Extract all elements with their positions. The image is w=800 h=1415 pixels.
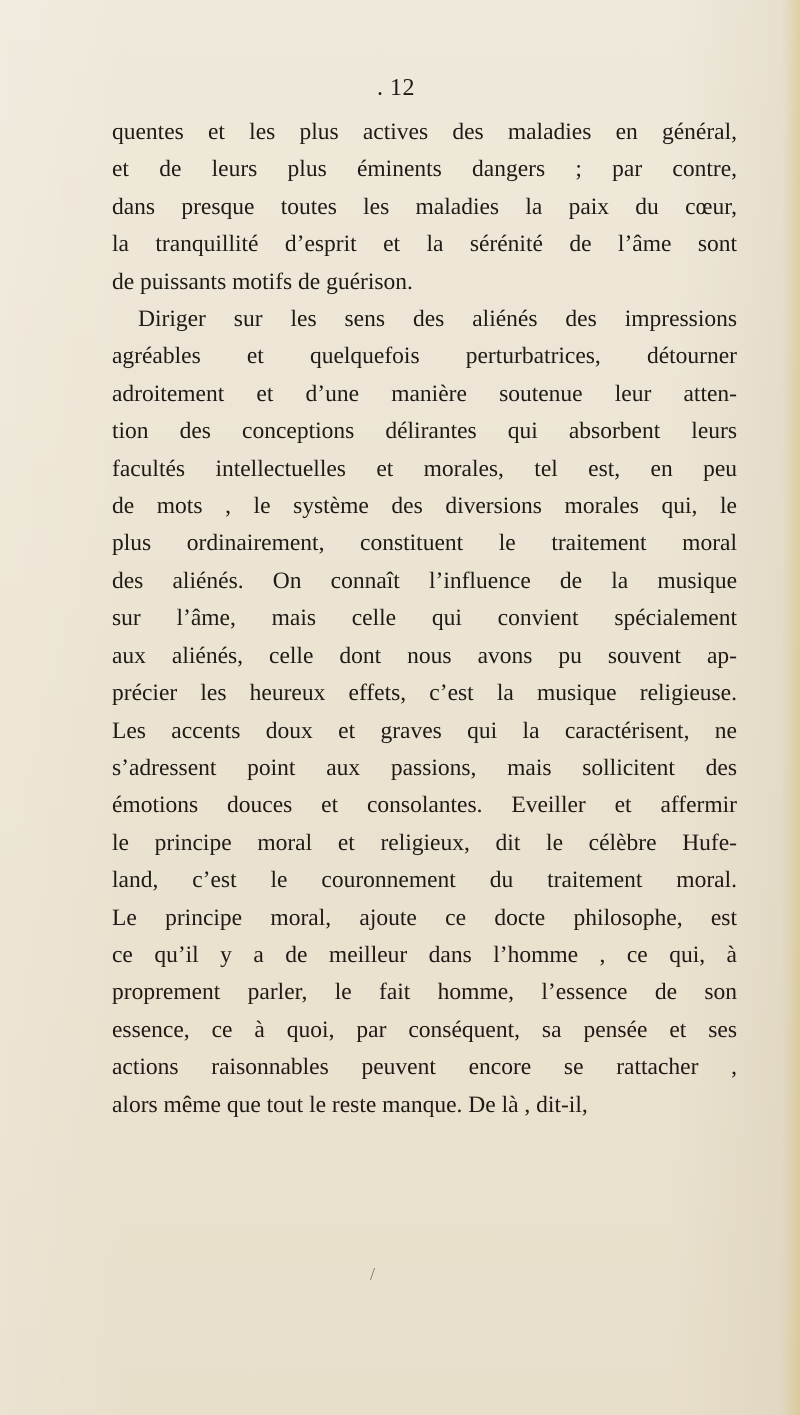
text-line-11: de mots , le système des diversions morales qui, le: [112, 493, 737, 520]
page-number: . 12: [377, 75, 415, 101]
text-line-19: émotions douces et consolantes. Eveiller et affermir: [112, 792, 737, 819]
text-line-24: proprement parler, le fait homme, l’essence de son: [112, 979, 737, 1006]
text-line-12: plus ordinairement, constituent le traitement moral: [112, 530, 737, 557]
text-line-5: de puissants motifs de guérison.: [112, 268, 413, 295]
text-line-7: agréables et quelquefois perturbatrices, détourner: [112, 343, 737, 370]
body-text: [112, 114, 737, 1124]
text-line-6: Diriger sur les sens des aliénés des impressions: [138, 306, 737, 333]
text-line-8: adroitement et d’une manière soutenue leur atten-: [112, 380, 737, 407]
text-line-17: Les accents doux et graves qui la caractérisent, ne: [112, 717, 737, 744]
text-line-10: facultés intellectuelles et morales, tel est, en peu: [112, 455, 737, 482]
text-line-21: land, c’est le couronnement du traitement moral.: [112, 867, 737, 894]
text-line-25: essence, ce à quoi, par conséquent, sa pensée et ses: [112, 1016, 737, 1043]
text-line-1: quentes et les plus actives des maladies en général,: [112, 119, 737, 145]
footer-mark: /: [370, 1264, 376, 1284]
text-line-15: aux aliénés, celle dont nous avons pu souvent ap-: [112, 642, 737, 669]
text-line-2: et de leurs plus éminents dangers ; par contre,: [112, 156, 737, 183]
text-line-18: s’adressent point aux passions, mais sollicitent des: [112, 754, 737, 781]
text-line-26: actions raisonnables peuvent encore se rattacher ,: [112, 1054, 737, 1081]
text-line-16: précier les heureux effets, c’est la musique religieuse.: [112, 680, 737, 707]
text-line-3: dans presque toutes les maladies la paix du cœur,: [112, 193, 737, 220]
text-line-13: des aliénés. On connaît l’influence de la musique: [112, 567, 737, 594]
text-line-23: ce qu’il y a de meilleur dans l’homme , ce qui, à: [112, 941, 737, 968]
text-line-27: alors même que tout le reste manque. De là , dit-il,: [112, 1091, 588, 1118]
text-line-22: Le principe moral, ajoute ce docte philosophe, est: [112, 904, 737, 931]
text-line-9: tion des conceptions délirantes qui absorbent leurs: [112, 418, 737, 445]
text-line-14: sur l’âme, mais celle qui convient spécialement: [112, 605, 737, 632]
text-line-4: la tranquillité d’esprit et la sérénité de l’âme sont: [112, 231, 737, 258]
text-line-20: le principe moral et religieux, dit le célèbre Hufe-: [112, 829, 737, 856]
